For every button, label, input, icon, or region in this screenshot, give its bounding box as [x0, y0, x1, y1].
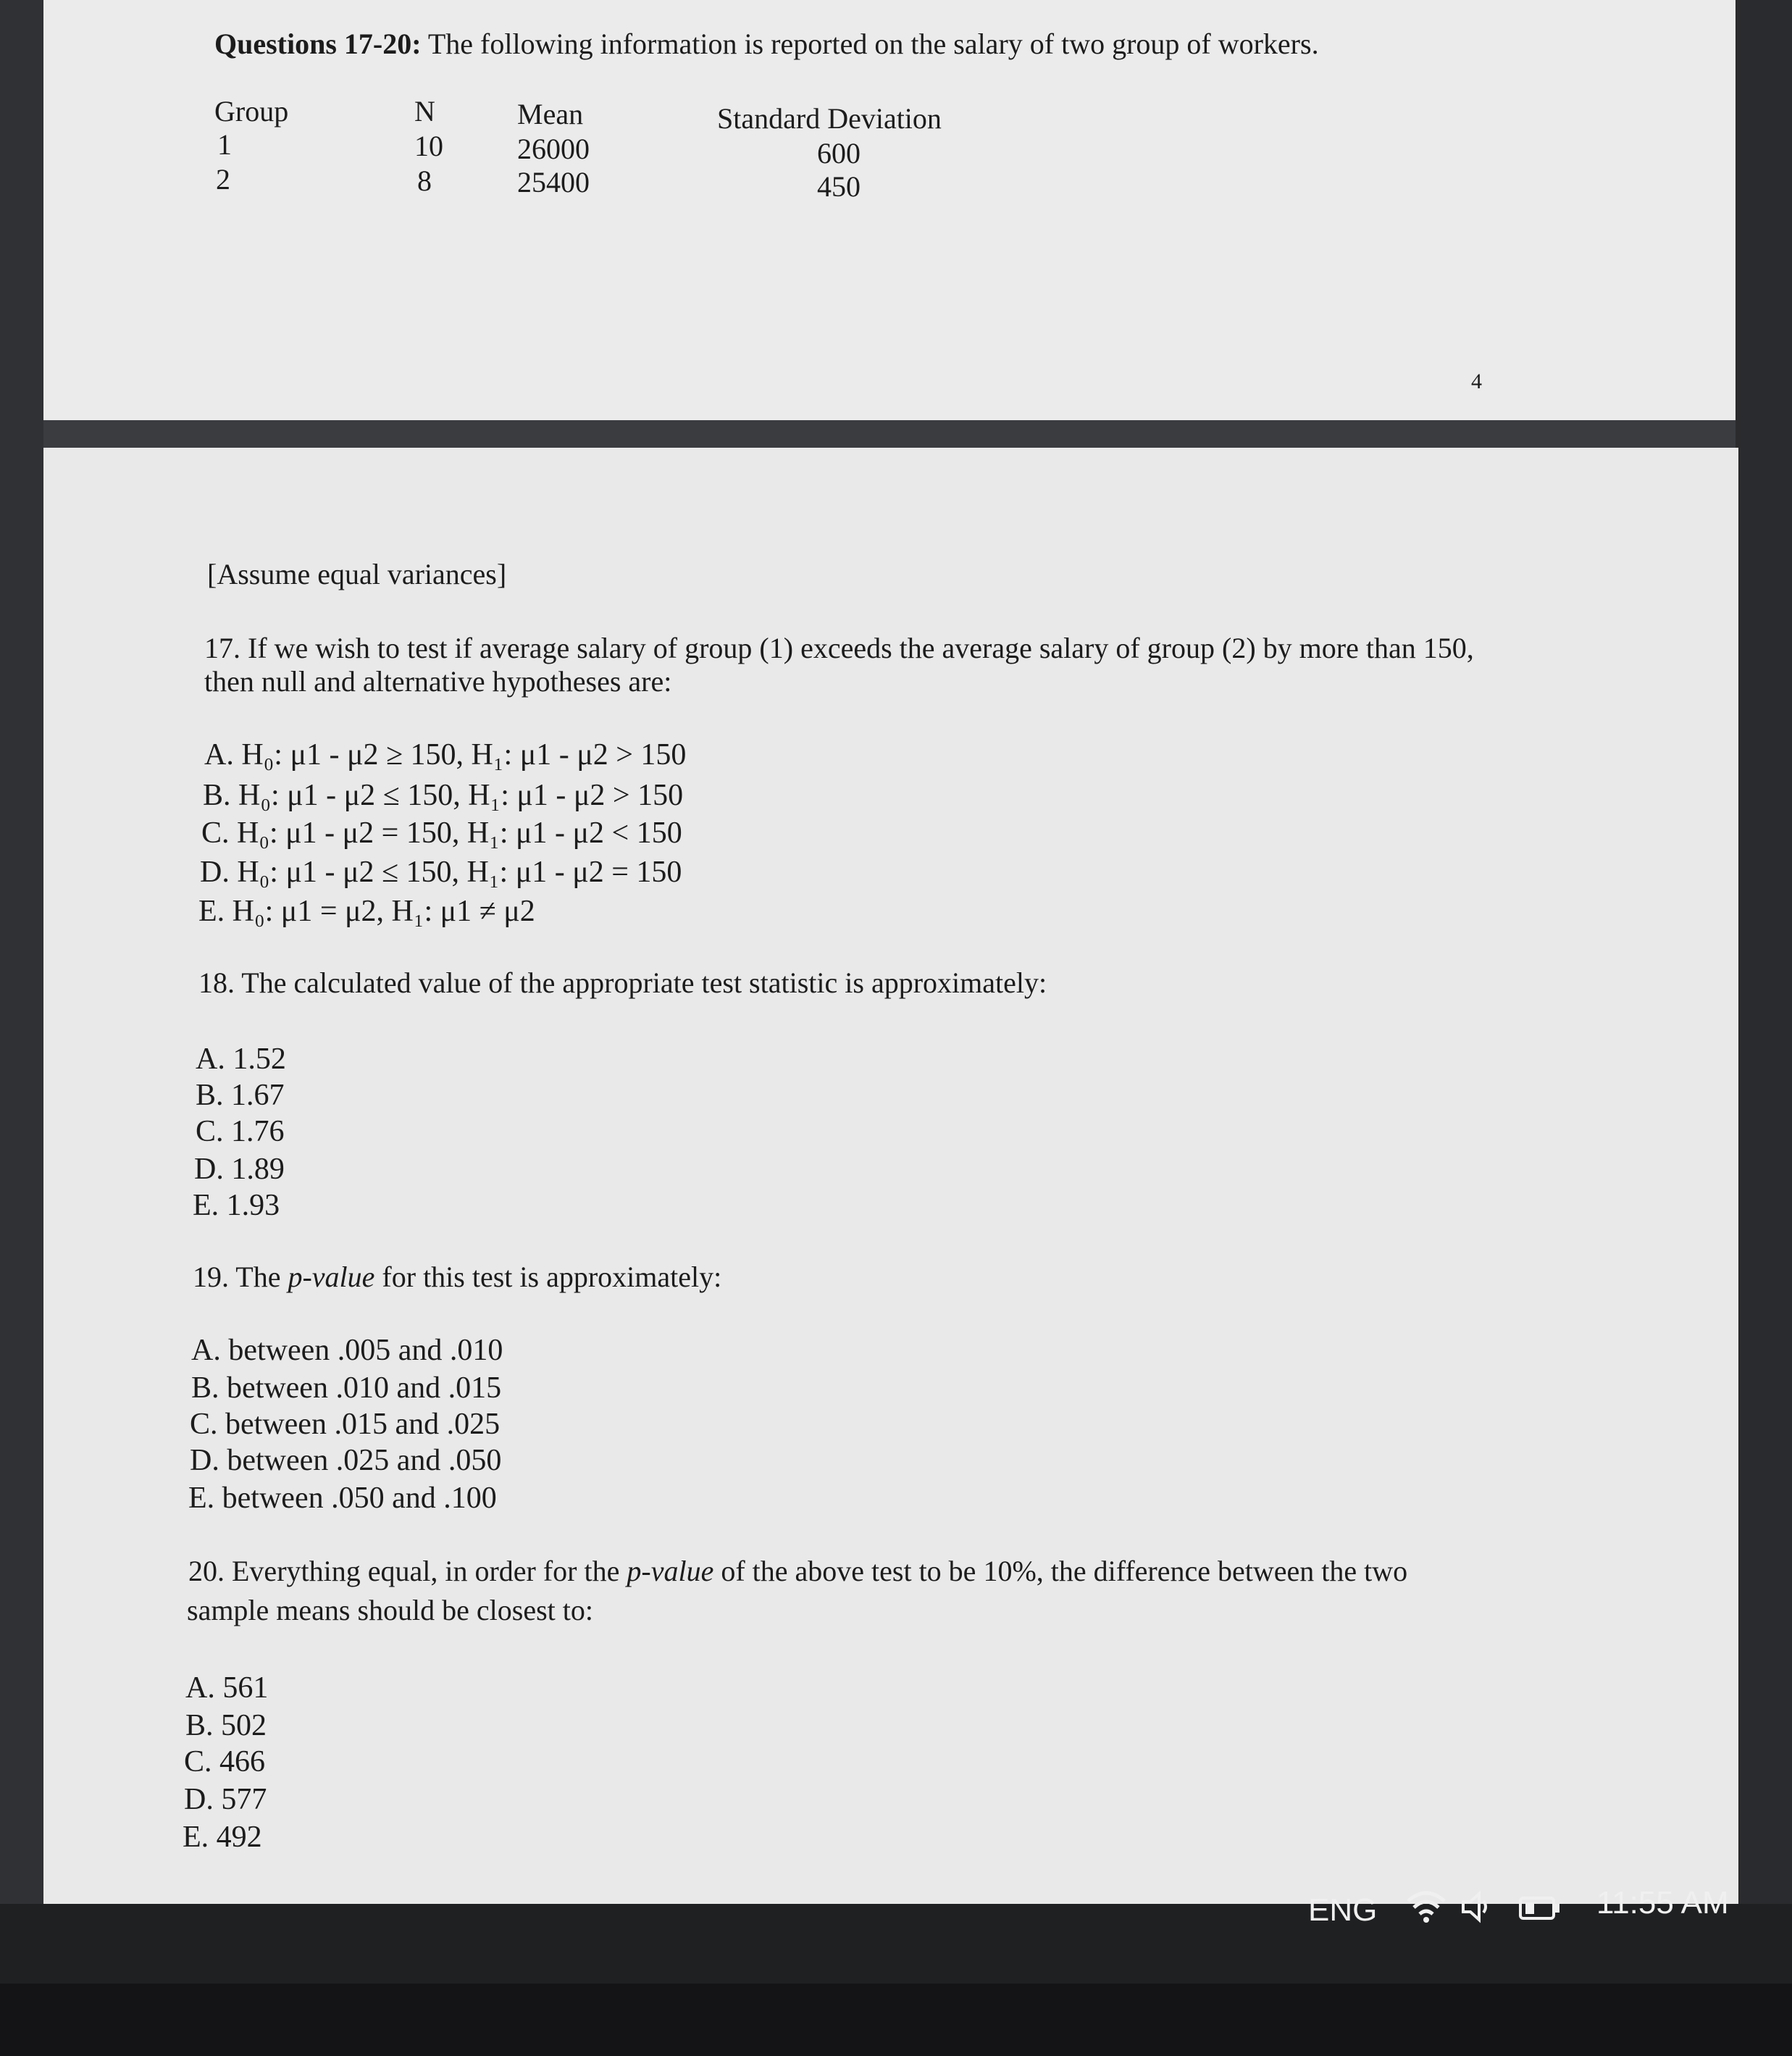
table-header-group: Group	[214, 95, 289, 128]
q20-option-e: E. 492	[183, 1821, 262, 1854]
q20-text-line1	[188, 1553, 1407, 1589]
q18-option-a: A. 1.52	[196, 1042, 286, 1076]
q19-option-b: B. between .010 and .015	[191, 1371, 502, 1405]
table-cell: 1	[217, 128, 232, 161]
q19-option-c: C. between .015 and .025	[190, 1408, 501, 1441]
q18-option-c: C. 1.76	[196, 1115, 285, 1148]
q17-option-d: D. H₀: μ1 - μ2 ≤ 150, H₁: μ1 - μ2 = 150	[200, 856, 682, 889]
q18-option-d: D. 1.89	[194, 1153, 285, 1186]
monitor-bezel-right	[1741, 0, 1792, 1913]
volume-icon[interactable]	[1460, 1889, 1492, 1932]
q20-option-c: C. 466	[184, 1745, 266, 1779]
wifi-icon[interactable]	[1405, 1888, 1447, 1934]
q20-option-b: B. 502	[185, 1709, 267, 1742]
page-number: 4	[1471, 369, 1482, 393]
q20-option-d: D. 577	[184, 1783, 267, 1816]
monitor-bezel-left	[0, 0, 45, 1913]
heading-text: The following information is reported on the salary of two group of workers.	[427, 28, 1319, 60]
q17-text-line2: then null and alternative hypotheses are:	[204, 665, 672, 698]
q19-text-post: for this test is approximately:	[374, 1261, 722, 1293]
q20-text-post: of the above test to be 10%, the difference between the two	[713, 1555, 1408, 1587]
q17-text-line1: 17. If we wish to test if average salary of group (1) exceeds the average salary of group (2) by more than 150,	[204, 632, 1474, 664]
table-cell: 600	[817, 137, 861, 170]
q20-option-a: A. 561	[185, 1671, 269, 1705]
document-page-1	[43, 0, 1736, 420]
table-cell: 10	[414, 130, 443, 162]
q18-text: 18. The calculated value of the appropriate test statistic is approximately:	[198, 966, 1047, 999]
assume-note: [Assume equal variances]	[207, 558, 507, 590]
table-header-sd: Standard Deviation	[717, 102, 942, 135]
table-cell: 8	[417, 164, 432, 197]
clock-time[interactable]: 11:55 AM	[1596, 1885, 1729, 1921]
page-divider	[43, 420, 1736, 448]
q17-option-a: A. H₀: μ1 - μ2 ≥ 150, H₁: μ1 - μ2 > 150	[204, 738, 687, 772]
q19-option-d: D. between .025 and .050	[190, 1444, 502, 1477]
heading-bold: Questions 17-20:	[214, 28, 422, 60]
table-cell: 26000	[517, 133, 590, 165]
q19-option-e: E. between .050 and .100	[188, 1482, 497, 1515]
table-cell: 25400	[517, 166, 590, 199]
q18-option-e: E. 1.93	[193, 1189, 280, 1222]
q19-text	[193, 1259, 721, 1295]
document-page-2	[43, 448, 1738, 1904]
questions-heading	[214, 26, 1319, 62]
table-cell: 450	[817, 170, 861, 203]
q20-text-italic: p-value	[627, 1555, 714, 1587]
q18-option-b: B. 1.67	[196, 1079, 285, 1112]
q17-option-c: C. H₀: μ1 - μ2 = 150, H₁: μ1 - μ2 < 150	[201, 816, 682, 850]
q20-text-line2: sample means should be closest to:	[187, 1594, 594, 1626]
q19-text-italic: p-value	[288, 1261, 375, 1293]
table-header-n: N	[414, 95, 435, 128]
q19-text-pre: 19. The	[193, 1261, 288, 1293]
table-header-mean: Mean	[517, 98, 584, 130]
battery-icon[interactable]	[1518, 1894, 1562, 1930]
q20-text-pre: 20. Everything equal, in order for the	[188, 1555, 627, 1587]
table-cell: 2	[216, 163, 230, 196]
q17-option-b: B. H₀: μ1 - μ2 ≤ 150, H₁: μ1 - μ2 > 150	[203, 779, 684, 812]
monitor-bezel-bottom	[0, 1984, 1792, 2056]
q17-option-e: E. H₀: μ1 = μ2, H₁: μ1 ≠ μ2	[198, 895, 535, 928]
language-indicator[interactable]: ENG	[1308, 1892, 1378, 1928]
q19-option-a: A. between .005 and .010	[191, 1334, 503, 1367]
